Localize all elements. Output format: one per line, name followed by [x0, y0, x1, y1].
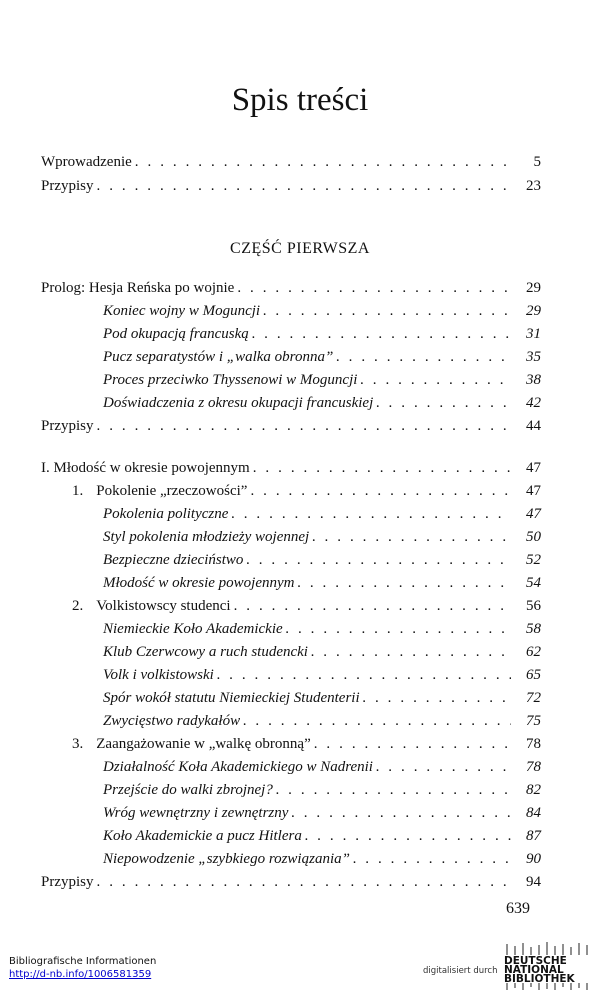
- dot-leader: [360, 368, 511, 392]
- toc-entry-label: Spór wokół statutu Niemieckiej Studenterii: [103, 690, 360, 706]
- toc-entry-page: 94: [526, 874, 541, 890]
- dot-leader: [376, 755, 511, 779]
- dot-leader: [376, 391, 511, 415]
- toc-subentry: [103, 801, 541, 825]
- toc-entry-page: 78: [526, 759, 541, 775]
- dot-leader: [353, 847, 511, 871]
- toc-entry-label: Volkistowscy studenci: [96, 598, 231, 614]
- toc-subentry: [103, 847, 541, 871]
- toc-entry-page: 50: [526, 529, 541, 545]
- section-number: 2.: [72, 598, 84, 614]
- toc-entry-przypisy: [41, 414, 541, 438]
- toc-subentry: [103, 345, 541, 369]
- toc-entry-page: 47: [526, 460, 541, 476]
- toc-subentry: [103, 709, 541, 733]
- dot-leader: [97, 174, 512, 198]
- dot-leader: [217, 663, 511, 687]
- toc-entry-page: 47: [526, 483, 541, 499]
- toc-subentry: [103, 686, 541, 710]
- dot-leader: [314, 732, 511, 756]
- page-number: 639: [506, 900, 530, 917]
- part-heading: CZĘŚĆ PIERWSZA: [230, 240, 370, 257]
- toc-entry-label: Bezpieczne dzieciństwo: [103, 552, 244, 568]
- dot-leader: [252, 322, 511, 346]
- toc-entry-label: Przypisy: [41, 874, 94, 890]
- toc-entry-page: 75: [526, 713, 541, 729]
- bibliographic-info-label: Bibliografische Informationen: [9, 956, 157, 967]
- toc-entry-page: 5: [533, 154, 541, 170]
- page-title: Spis treści: [231, 82, 369, 118]
- toc-entry-label: Wprowadzenie: [41, 154, 132, 170]
- toc-entry-label: Działalność Koła Akademickiego w Nadrenii: [103, 759, 373, 775]
- toc-subentry: [103, 824, 541, 848]
- toc-entry-chapter-1: [41, 456, 541, 480]
- toc-entry-label: Pokolenia polityczne: [103, 506, 229, 522]
- toc-entry-page: 58: [526, 621, 541, 637]
- dot-leader: [253, 456, 511, 480]
- dot-leader: [298, 571, 512, 595]
- toc-entry-label: Zwycięstwo radykałów: [103, 713, 241, 729]
- dot-leader: [305, 824, 511, 848]
- toc-entry-page: 84: [526, 805, 541, 821]
- dnb-logo-line: NATIONAL: [504, 964, 564, 976]
- toc-entry-label: Niemieckie Koło Akademickie: [103, 621, 283, 637]
- toc-entry-page: 52: [526, 552, 541, 568]
- toc-subentry: [103, 322, 541, 346]
- toc-entry-label: Pokolenie „rzeczowości”: [96, 483, 248, 499]
- toc-subentry: [103, 778, 541, 802]
- toc-entry-page: 35: [526, 349, 541, 365]
- bibliographic-info-link[interactable]: http://d-nb.info/1006581359: [9, 969, 152, 980]
- toc-entry-label: Koło Akademickie a pucz Hitlera: [103, 828, 302, 844]
- toc-entry-page: 29: [526, 303, 541, 319]
- toc-subentry: [103, 391, 541, 415]
- toc-entry-label: Wróg wewnętrzny i zewnętrzny: [103, 805, 289, 821]
- toc-subentry: [103, 617, 541, 641]
- dnb-logo-line: BIBLIOTHEK: [504, 973, 575, 985]
- toc-entry-label: Młodość w okresie powojennym: [103, 575, 295, 591]
- toc-entry-page: 47: [526, 506, 541, 522]
- toc-entry-label: Styl pokolenia młodzieży wojennej: [103, 529, 310, 545]
- toc-entry-label: Prolog: Hesja Reńska po wojnie: [41, 280, 235, 296]
- dot-leader: [97, 414, 512, 438]
- toc-entry-przypisy: [41, 174, 541, 198]
- toc-entry-label: Przypisy: [41, 178, 94, 194]
- toc-entry-label: I. Młodość w okresie powojennym: [41, 460, 250, 476]
- toc-entry-label: Proces przeciwko Thyssenowi w Moguncji: [103, 372, 358, 388]
- dot-leader: [250, 479, 511, 503]
- section-number: 3.: [72, 736, 84, 752]
- toc-entry-page: 82: [526, 782, 541, 798]
- toc-entry-label: Pucz separatystów i „walka obronna”: [103, 349, 334, 365]
- toc-entry-page: 42: [526, 395, 541, 411]
- bibliographic-info: [9, 955, 156, 981]
- digitized-by-label: digitalisiert durch: [423, 966, 498, 976]
- dot-leader: [276, 778, 511, 802]
- dot-leader: [234, 594, 511, 618]
- section-number: 1.: [72, 483, 84, 499]
- dot-leader: [311, 640, 511, 664]
- toc-entry-wprowadzenie: [41, 150, 541, 174]
- dot-leader: [291, 801, 511, 825]
- toc-entry-page: 38: [526, 372, 541, 388]
- toc-subentry: [103, 663, 541, 687]
- toc-entry-page: 54: [526, 575, 541, 591]
- toc-subentry: [103, 525, 541, 549]
- dot-leader: [246, 548, 511, 572]
- dot-leader: [97, 870, 512, 894]
- toc-entry-page: 62: [526, 644, 541, 660]
- toc-subentry: [103, 755, 541, 779]
- dnb-logo: [503, 942, 593, 990]
- dnb-logo-line: DEUTSCHE: [504, 955, 567, 967]
- dot-leader: [231, 502, 511, 526]
- toc-entry-label: Klub Czerwcowy a ruch studencki: [103, 644, 308, 660]
- toc-section-3: [72, 732, 541, 756]
- toc-entry-page: 65: [526, 667, 541, 683]
- toc-subentry: [103, 368, 541, 392]
- toc-entry-label: Doświadczenia z okresu okupacji francuskiej: [103, 395, 374, 411]
- toc-subentry: [103, 548, 541, 572]
- dot-leader: [237, 276, 511, 300]
- toc-entry-page: 23: [526, 178, 541, 194]
- dot-leader: [336, 345, 511, 369]
- toc-entry-przypisy: [41, 870, 541, 894]
- toc-section-2: [72, 594, 541, 618]
- toc-entry-page: 44: [526, 418, 541, 434]
- toc-entry-label: Przejście do walki zbrojnej?: [103, 782, 273, 798]
- dot-leader: [363, 686, 511, 710]
- toc-section-1: [72, 479, 541, 503]
- toc-entry-label: Koniec wojny w Moguncji: [103, 303, 261, 319]
- toc-entry-page: 90: [526, 851, 541, 867]
- dot-leader: [263, 299, 511, 323]
- toc-entry-label: Volk i volkistowski: [103, 667, 214, 683]
- toc-entry-page: 72: [526, 690, 541, 706]
- toc-subentry: [103, 299, 541, 323]
- dot-leader: [312, 525, 511, 549]
- toc-entry-page: 29: [526, 280, 541, 296]
- toc-entry-page: 87: [526, 828, 541, 844]
- toc-entry-label: Niepowodzenie „szybkiego rozwiązania”: [103, 851, 350, 867]
- toc-entry-label: Zaangażowanie w „walkę obronną”: [96, 736, 311, 752]
- dot-leader: [286, 617, 511, 641]
- toc-entry-prolog: [41, 276, 541, 300]
- toc-subentry: [103, 640, 541, 664]
- toc-entry-page: 56: [526, 598, 541, 614]
- toc-entry-label: Przypisy: [41, 418, 94, 434]
- toc-entry-label: Pod okupacją francuską: [103, 326, 249, 342]
- toc-subentry: [103, 571, 541, 595]
- dot-leader: [243, 709, 511, 733]
- toc-entry-page: 78: [526, 736, 541, 752]
- toc-subentry: [103, 502, 541, 526]
- toc-entry-page: 31: [526, 326, 541, 342]
- dot-leader: [135, 150, 511, 174]
